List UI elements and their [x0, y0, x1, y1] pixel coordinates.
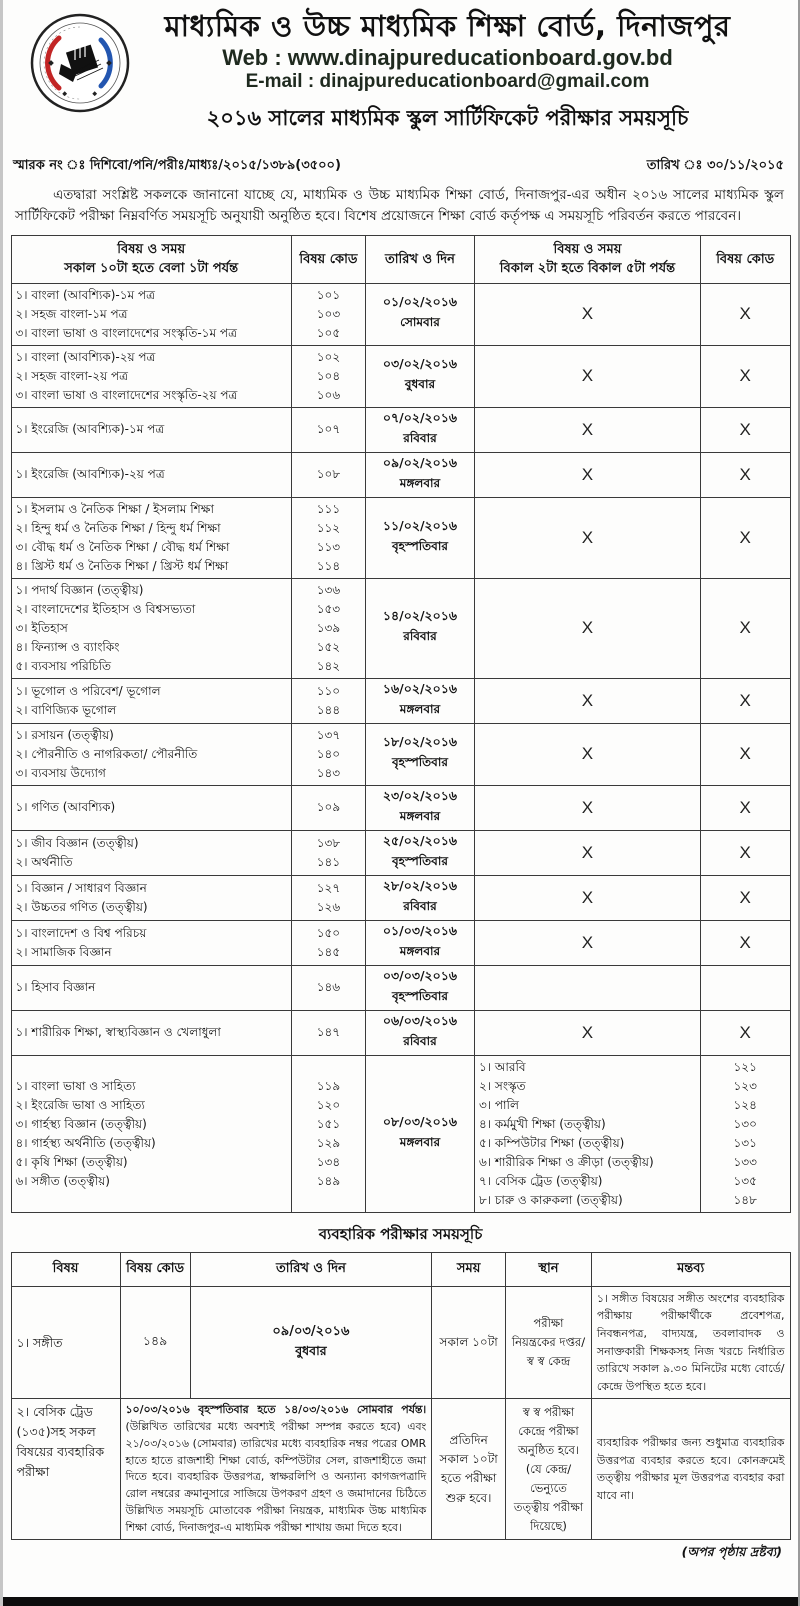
subject-name: ৭। বেসিক ট্রেড (তত্ত্বীয়) — [478, 1173, 603, 1188]
subject-name: ৮। চারু ও কারুকলা (তত্ত্বীয়) — [478, 1192, 623, 1207]
subject-code: ১৪৪ — [316, 702, 341, 717]
subject-name: ১। বাংলা ভাষা ও সাহিত্য — [15, 1078, 136, 1093]
practical-time: প্রতিদিন সকাল ১০টা হতে পরীক্ষা শুরু হবে। — [432, 1399, 506, 1540]
afternoon-cancelled-mark: X — [474, 578, 700, 678]
exam-row — [11, 283, 790, 345]
morning-subjects-cell — [11, 1055, 291, 1212]
subject-code: ১৪৬ — [316, 980, 341, 995]
exam-day: রবিবার — [403, 898, 437, 913]
practical-date: ০৯/০৩/২০১৬ — [272, 1324, 350, 1340]
subject-name: ২। পৌরনীতি ও নাগরিকতা/ পৌরনীতি — [15, 746, 198, 761]
afternoon-cancelled-mark — [474, 965, 700, 1010]
exam-row — [11, 830, 790, 875]
subject-code: ১৪৫ — [316, 944, 341, 959]
exam-day: মঙ্গলবার — [399, 943, 441, 958]
morning-subjects-cell — [11, 875, 291, 920]
subject-name: ২। সহজ বাংলা-১ম পত্র — [15, 306, 128, 321]
morning-codes-cell — [291, 785, 365, 830]
subject-name: ১। শারীরিক শিক্ষা, স্বাস্থ্যবিজ্ঞান ও খেলাধুলা — [15, 1025, 221, 1040]
afternoon-code-cancelled-mark: X — [700, 578, 790, 678]
subject-name: ৩। ইতিহাস — [15, 620, 68, 635]
afternoon-code-cancelled-mark: X — [700, 875, 790, 920]
subject-code: ১৪৭ — [316, 1025, 341, 1040]
afternoon-code-cancelled-mark: X — [700, 678, 790, 723]
exam-date: ০১/০৩/২০১৬ — [382, 922, 458, 938]
practical-column-header: বিষয় কোড — [120, 1252, 190, 1286]
header-morning-subject — [11, 235, 291, 283]
afternoon-code-cancelled-mark: X — [700, 830, 790, 875]
board-name: মাধ্যমিক ও উচ্চ মাধ্যমিক শিক্ষা বোর্ড, দিনাজপুর — [164, 9, 731, 43]
subject-code: ১৩৬ — [316, 582, 341, 597]
subject-name: ১। রসায়ন (তত্ত্বীয়) — [15, 727, 114, 742]
board-email: E-mail : dinajpureducationboard@gmail.com — [245, 71, 650, 93]
subject-code: ১৫০ — [316, 925, 341, 940]
practical-remark: ১। সঙ্গীত বিষয়ের সঙ্গীত অংশের ব্যবহারিক পরীক্ষায় পরীক্ষার্থীকে প্রবেশপত্র, নিবন্ধনপত্র, বাদ্যযন্ত্র, তবলাবাদক ও সনাক্তকারী শিক্ষকসহ নিজ খরচে নির্ধারিত তারিখে সকাল ৯.৩০ মিনিটের মধ্যে বোর্ডে/ কেন্দ্রে উপস্থিত হতে হবে। — [591, 1286, 790, 1399]
date-day-cell — [365, 578, 474, 678]
morning-subjects-cell — [11, 497, 291, 578]
morning-subjects-cell — [11, 965, 291, 1010]
morning-codes-cell — [291, 920, 365, 965]
subject-name: ২। সংস্কৃত — [478, 1078, 526, 1093]
subject-name: ৩। বৌদ্ধ ধর্ম ও নৈতিক শিক্ষা / বৌদ্ধ ধর্ম শিক্ষা — [15, 539, 230, 554]
subject-name: ২। সামাজিক বিজ্ঞান — [15, 944, 112, 959]
subject-name: ৩। পালি — [478, 1097, 519, 1112]
exam-day: মঙ্গলবার — [399, 475, 441, 490]
subject-name: ২। হিন্দু ধর্ম ও নৈতিক শিক্ষা / হিন্দু ধর্ম শিক্ষা — [15, 520, 221, 535]
practical-row-basic-trade — [11, 1399, 790, 1540]
subject-name: ৫। কম্পিউটার শিক্ষা (তত্ত্বীয়) — [478, 1135, 625, 1150]
afternoon-code-cancelled-mark: X — [700, 452, 790, 497]
subject-name: ৫। কৃষি শিক্ষা (তত্ত্বীয়) — [15, 1154, 128, 1169]
morning-subjects-cell — [11, 1010, 291, 1055]
practical-column-header: তারিখ ও দিন — [190, 1252, 431, 1286]
morning-codes-cell — [291, 965, 365, 1010]
subject-code: ১২৯ — [316, 1135, 341, 1150]
afternoon-code-cancelled-mark: X — [700, 407, 790, 452]
practical-details-dates: ১০/০৩/২০১৬ বৃহস্পতিবার হতে ১৪/০৩/২০১৬ সোমবার পর্যন্ত। — [125, 1403, 427, 1417]
subject-code: ১০৭ — [316, 422, 341, 437]
subject-code: ১০৩ — [316, 306, 341, 321]
exam-date: ১৪/০২/২০১৬ — [382, 608, 458, 624]
subject-code: ১১১ — [316, 501, 341, 516]
exam-schedule-table — [11, 235, 791, 1213]
date-day-cell — [365, 830, 474, 875]
subject-name: ১। হিসাব বিজ্ঞান — [15, 980, 96, 995]
subject-name: ২। বাণিজ্যিক ভূগোল — [15, 702, 117, 717]
date-day-cell — [365, 1055, 474, 1212]
exam-row — [11, 785, 790, 830]
subject-code: ১০৯ — [316, 800, 341, 815]
practical-details-text: (উল্লিখিত তারিখের মধ্যে অবশ্যই পরীক্ষা সম্পন্ন করতে হবে) এবং ২১/০৩/২০১৬ (সোমবার) তারিখের মধ্যে ব্যবহারিক নম্বর পত্রের OMR হাতে হাতে রাজশাহী শিক্ষা বোর্ড, কম্পিউটার সেল, রাজশাহীতে জমা দিতে হবে। ব্যবহারিক উত্তরপত্র, স্বাক্ষরলিপি ও অন্যান্য কাগজপত্রাদি রোল নম্বরের ক্রমানুসারে সাজিয়ে উপকরণ গ্রহণ ও জমাদানের চিঠিতে উল্লিখিত সময়সূচি মোতাবেক পরীক্ষা নিয়ন্ত্রক, মাধ্যমিক উচ্চ মাধ্যমিক শিক্ষা বোর্ড, দিনাজপুর-এ মাধ্যমিক পরীক্ষা শাখায় জমা দিতে হবে। — [125, 1420, 427, 1534]
exam-date: ০৩/০২/২০১৬ — [382, 356, 458, 372]
practical-date-cell — [190, 1286, 431, 1399]
practical-place: পরীক্ষা নিয়ন্ত্রকের দপ্তর/ স্ব স্ব কেন্দ্র — [506, 1286, 592, 1399]
subject-name: ১। আরবি — [478, 1059, 526, 1074]
subject-code: ১৩০ — [733, 1116, 757, 1131]
subject-code: ১৫১ — [316, 1116, 341, 1131]
subject-code: ১৪০ — [316, 746, 341, 761]
exam-day: সোমবার — [400, 315, 440, 330]
exam-date: ২৫/০২/২০১৬ — [382, 832, 458, 848]
board-seal-icon — [29, 12, 131, 114]
practical-subject: ১। সঙ্গীত — [11, 1286, 120, 1399]
afternoon-cancelled-mark: X — [474, 723, 700, 785]
practical-subject: ২। বেসিক ট্রেড (১৩৫)সহ সকল বিষয়ের ব্যবহারিক পরীক্ষা — [11, 1399, 120, 1540]
page-header — [3, 0, 798, 150]
practical-column-header: মন্তব্য — [591, 1252, 790, 1286]
exam-date: ১৬/০২/২০১৬ — [382, 680, 458, 696]
exam-date: ০৬/০৩/২০১৬ — [382, 1012, 458, 1028]
practical-subject-code: ১৪৯ — [120, 1286, 190, 1399]
subject-code: ১৪৮ — [733, 1192, 757, 1207]
morning-codes-cell — [291, 875, 365, 920]
exam-day: রবিবার — [403, 430, 437, 445]
subject-name: ১। বাংলা (আবশ্যিক)-২য় পত্র — [15, 349, 156, 364]
subject-code: ১০৫ — [316, 325, 341, 340]
subject-code: ১২৩ — [733, 1078, 757, 1093]
date-day-cell — [365, 965, 474, 1010]
subject-code: ১১০ — [316, 683, 341, 698]
afternoon-code-cancelled-mark: X — [700, 723, 790, 785]
subject-name: ২। বাংলাদেশের ইতিহাস ও বিশ্বসভ্যতা — [15, 601, 196, 616]
exam-row — [11, 497, 790, 578]
practical-column-header: সময় — [432, 1252, 506, 1286]
subject-code: ১০৬ — [316, 387, 341, 402]
subject-code: ১৩৩ — [733, 1154, 757, 1169]
subject-name: ২। ইংরেজি ভাষা ও সাহিত্য — [15, 1097, 145, 1112]
date-day-cell — [365, 785, 474, 830]
subject-name: ৬। শারীরিক শিক্ষা ও ক্রীড়া (তত্ত্বীয়) — [478, 1154, 654, 1169]
board-website: Web : www.dinajpureducationboard.gov.bd — [222, 45, 673, 71]
date-day-cell — [365, 497, 474, 578]
practical-remark: ব্যবহারিক পরীক্ষার জন্য শুধুমাত্র ব্যবহারিক উত্তরপত্র ব্যবহার করতে হবে। কোনক্রমেই তত্ত্বীয় পরীক্ষার মূল উত্তরপত্র ব্যবহার করা যাবে না। — [591, 1399, 790, 1540]
afternoon-cancelled-mark: X — [474, 920, 700, 965]
subject-code: ১৩৪ — [316, 1154, 341, 1169]
exam-date: ১৮/০২/২০১৬ — [382, 734, 458, 750]
exam-date: ০৮/০৩/২০১৬ — [382, 1113, 458, 1129]
exam-row — [11, 875, 790, 920]
morning-codes-cell — [291, 678, 365, 723]
subject-name: ৩। ব্যবসায় উদ্যোগ — [15, 765, 106, 780]
morning-subjects-cell — [11, 830, 291, 875]
memo-number: স্মারক নং ঃ দিশিবো/পনি/পরীঃ/মাধ্যঃ/২০১৫/১৩৮৯(৩৫০০) — [13, 158, 341, 173]
subject-name: ৩। বাংলা ভাষা ও বাংলাদেশের সংস্কৃতি-১ম পত্র — [15, 325, 237, 340]
afternoon-code-cancelled-mark: X — [700, 1010, 790, 1055]
afternoon-code-cancelled-mark: X — [700, 283, 790, 345]
subject-code: ১৪২ — [316, 658, 341, 673]
afternoon-cancelled-mark: X — [474, 407, 700, 452]
afternoon-code-cancelled-mark: X — [700, 920, 790, 965]
scan-edge-bar — [3, 1597, 798, 1606]
practical-details-cell — [120, 1399, 432, 1540]
exam-day: বৃহস্পতিবার — [391, 755, 448, 770]
subject-code: ১৩৯ — [316, 620, 341, 635]
date-day-cell — [365, 283, 474, 345]
exam-date: ০৭/০২/২০১৬ — [382, 409, 458, 425]
subject-code: ১৩৮ — [316, 835, 341, 850]
morning-codes-cell — [291, 452, 365, 497]
subject-code: ১২৬ — [316, 899, 341, 914]
morning-codes-cell — [291, 723, 365, 785]
exam-day: রবিবার — [403, 1033, 437, 1048]
subject-name: ৫। ব্যবসায় পরিচিতি — [15, 658, 112, 673]
exam-day: বুধবার — [404, 377, 436, 392]
afternoon-cancelled-mark: X — [474, 283, 700, 345]
header-afternoon-subject — [474, 235, 700, 283]
schedule-header-row — [11, 235, 790, 283]
subject-code: ১০২ — [316, 349, 341, 364]
subject-code: ১২৭ — [316, 880, 341, 895]
exam-day: মঙ্গলবার — [399, 1134, 441, 1149]
subject-code: ১২১ — [733, 1059, 757, 1074]
afternoon-cancelled-mark: X — [474, 1010, 700, 1055]
afternoon-cancelled-mark: X — [474, 452, 700, 497]
subject-code: ১৩১ — [733, 1135, 757, 1150]
exam-row — [11, 920, 790, 965]
header-morning-subject-line2: সকাল ১০টা হতে বেলা ১টা পর্যন্ত — [64, 261, 239, 277]
morning-subjects-cell — [11, 407, 291, 452]
date-day-cell — [365, 678, 474, 723]
practical-row-music — [11, 1286, 790, 1399]
morning-codes-cell — [291, 497, 365, 578]
morning-codes-cell — [291, 1010, 365, 1055]
afternoon-cancelled-mark: X — [474, 678, 700, 723]
date-day-cell — [365, 723, 474, 785]
morning-codes-cell — [291, 345, 365, 407]
subject-code: ১০৮ — [316, 467, 341, 482]
subject-code: ১৩৫ — [733, 1173, 757, 1188]
exam-row — [11, 965, 790, 1010]
practical-schedule-table — [11, 1252, 791, 1540]
morning-subjects-cell — [11, 283, 291, 345]
morning-subjects-cell — [11, 578, 291, 678]
subject-name: ৬। সঙ্গীত (তত্ত্বীয়) — [15, 1173, 110, 1188]
subject-name: ২। অর্থনীতি — [15, 854, 73, 869]
date-day-cell — [365, 920, 474, 965]
date-day-cell — [365, 875, 474, 920]
see-next-page-note: (অপর পৃষ্ঠায় দ্রষ্টব্য) — [681, 1544, 782, 1560]
exam-day: মঙ্গলবার — [399, 701, 441, 716]
subject-name: ৩। গার্হস্থ্য বিজ্ঞান (তত্ত্বীয়) — [15, 1116, 147, 1131]
exam-row — [11, 407, 790, 452]
subject-name: ১। বিজ্ঞান / সাধারণ বিজ্ঞান — [15, 880, 147, 895]
subject-code: ১৩৭ — [316, 727, 341, 742]
header-date-day: তারিখ ও দিন — [365, 235, 474, 283]
morning-codes-cell — [291, 830, 365, 875]
practical-column-header: স্থান — [506, 1252, 592, 1286]
exam-row — [11, 1055, 790, 1212]
notice-date: তারিখ ঃ ৩০/১১/২০১৫ — [646, 158, 784, 173]
subject-name: ১। ইসলাম ও নৈতিক শিক্ষা / ইসলাম শিক্ষা — [15, 501, 214, 516]
subject-code: ১১৯ — [316, 1078, 341, 1093]
subject-code: ১৪৩ — [316, 765, 341, 780]
subject-name: ১। বাংলাদেশ ও বিশ্ব পরিচয় — [15, 925, 147, 940]
morning-subjects-cell — [11, 678, 291, 723]
subject-name: ২। সহজ বাংলা-২য় পত্র — [15, 368, 128, 383]
practical-column-header: বিষয় — [11, 1252, 120, 1286]
afternoon-subjects-cell — [474, 1055, 700, 1212]
subject-name: ৪। কর্মমুখী শিক্ষা (তত্ত্বীয়) — [478, 1116, 606, 1131]
header-morning-subject-line1: বিষয় ও সময় — [117, 241, 186, 257]
exam-row — [11, 452, 790, 497]
subject-code: ১০৪ — [316, 368, 341, 383]
afternoon-code-cancelled-mark: X — [700, 497, 790, 578]
exam-row — [11, 345, 790, 407]
practical-section-title: ব্যবহারিক পরীক্ষার সময়সূচি — [318, 1224, 483, 1243]
subject-name: ১। ইংরেজি (আবশ্যিক)-২য় পত্র — [15, 467, 165, 482]
exam-row — [11, 678, 790, 723]
subject-name: ২। উচ্চতর গণিত (তত্ত্বীয়) — [15, 899, 148, 914]
afternoon-code-cancelled-mark: X — [700, 345, 790, 407]
subject-name: ৪। গার্হস্থ্য অর্থনীতি (তত্ত্বীয়) — [15, 1135, 156, 1150]
exam-day: বৃহস্পতিবার — [391, 853, 448, 868]
header-subject-code-am: বিষয় কোড — [291, 235, 365, 283]
subject-code: ১৫২ — [316, 639, 341, 654]
exam-row — [11, 1010, 790, 1055]
morning-codes-cell — [291, 1055, 365, 1212]
subject-code: ১১২ — [316, 520, 341, 535]
morning-codes-cell — [291, 283, 365, 345]
subject-name: ১। ভূগোল ও পরিবেশ/ ভূগোল — [15, 683, 161, 698]
subject-code: ১৪১ — [316, 854, 341, 869]
memo-row — [3, 150, 798, 177]
morning-subjects-cell — [11, 785, 291, 830]
subject-name: ১। ইংরেজি (আবশ্যিক)-১ম পত্র — [15, 422, 165, 437]
date-day-cell — [365, 345, 474, 407]
subject-code: ১৪৯ — [316, 1173, 341, 1188]
date-day-cell — [365, 452, 474, 497]
subject-name: ১। গণিত (আবশ্যিক) — [15, 800, 116, 815]
exam-row — [11, 578, 790, 678]
exam-date: ০১/০২/২০১৬ — [382, 294, 458, 310]
date-day-cell — [365, 407, 474, 452]
afternoon-cancelled-mark: X — [474, 830, 700, 875]
practical-day: বুধবার — [295, 1343, 327, 1359]
morning-subjects-cell — [11, 920, 291, 965]
practical-place: স্ব স্ব পরীক্ষা কেন্দ্রে পরীক্ষা অনুষ্ঠিত হবে। (যে কেন্দ্র/ ভেন্যুতে তত্ত্বীয় পরীক্ষা দিয়েছে) — [506, 1399, 592, 1540]
notice-title: ২০১৬ সালের মাধ্যমিক স্কুল সার্টিফিকেট পরীক্ষার সময়সূচি — [206, 106, 689, 131]
afternoon-cancelled-mark: X — [474, 497, 700, 578]
afternoon-cancelled-mark: X — [474, 875, 700, 920]
header-afternoon-subject-line2: বিকাল ২টা হতে বিকাল ৫টা পর্যন্ত — [499, 261, 676, 277]
morning-subjects-cell — [11, 723, 291, 785]
afternoon-cancelled-mark: X — [474, 345, 700, 407]
practical-time: সকাল ১০টা — [432, 1286, 506, 1399]
exam-day: রবিবার — [403, 629, 437, 644]
subject-code: ১৫৩ — [316, 601, 341, 616]
practical-header-row — [11, 1252, 790, 1286]
exam-date: ২৮/০২/২০১৬ — [382, 877, 458, 893]
afternoon-codes-cell — [700, 1055, 790, 1212]
subject-code: ১২০ — [316, 1097, 341, 1112]
notice-paragraph: এতদ্বারা সংশ্লিষ্ট সকলকে জানানো যাচ্ছে যে, মাধ্যমিক ও উচ্চ মাধ্যমিক শিক্ষা বোর্ড, দিনাজপুর-এর অধীন ২০১৬ সালের মাধ্যমিক স্কুল সার্টিফিকেট পরীক্ষা নিম্নবর্ণিত সময়সূচি অনুযায়ী অনুষ্ঠিত হবে। বিশেষ প্রয়োজনে শিক্ষা বোর্ড কর্তৃপক্ষ এ সময়সূচি পরিবর্তন করতে পারবেন। — [15, 187, 784, 224]
afternoon-code-cancelled-mark — [700, 965, 790, 1010]
exam-day: বৃহস্পতিবার — [391, 538, 448, 553]
subject-code: ১০১ — [316, 287, 341, 302]
subject-code: ১১৪ — [316, 558, 341, 573]
afternoon-code-cancelled-mark: X — [700, 785, 790, 830]
exam-date: ০৯/০২/২০১৬ — [382, 454, 458, 470]
date-day-cell — [365, 1010, 474, 1055]
subject-code: ১১৩ — [316, 539, 341, 554]
subject-name: ৩। বাংলা ভাষা ও বাংলাদেশের সংস্কৃতি-২য় পত্র — [15, 387, 238, 402]
exam-date: ১১/০২/২০১৬ — [382, 517, 458, 533]
subject-code: ১২৪ — [733, 1097, 757, 1112]
exam-day: বৃহস্পতিবার — [391, 988, 448, 1003]
morning-codes-cell — [291, 578, 365, 678]
morning-subjects-cell — [11, 452, 291, 497]
afternoon-cancelled-mark: X — [474, 785, 700, 830]
exam-day: মঙ্গলবার — [399, 808, 441, 823]
subject-name: ৪। খ্রিস্ট ধর্ম ও নৈতিক শিক্ষা / খ্রিস্ট ধর্ম শিক্ষা — [15, 558, 229, 573]
subject-name: ১। পদার্থ বিজ্ঞান (তত্ত্বীয়) — [15, 582, 144, 597]
subject-name: ৪। ফিন্যান্স ও ব্যাংকিং — [15, 639, 120, 654]
exam-date: ০৩/০৩/২০১৬ — [382, 967, 458, 983]
exam-row — [11, 723, 790, 785]
subject-name: ১। বাংলা (আবশ্যিক)-১ম পত্র — [15, 287, 155, 302]
header-subject-code-pm: বিষয় কোড — [700, 235, 790, 283]
morning-codes-cell — [291, 407, 365, 452]
header-afternoon-subject-line1: বিষয় ও সময় — [553, 241, 622, 257]
morning-subjects-cell — [11, 345, 291, 407]
subject-name: ১। জীব বিজ্ঞান (তত্ত্বীয়) — [15, 835, 139, 850]
exam-date: ২৩/০২/২০১৬ — [382, 787, 458, 803]
